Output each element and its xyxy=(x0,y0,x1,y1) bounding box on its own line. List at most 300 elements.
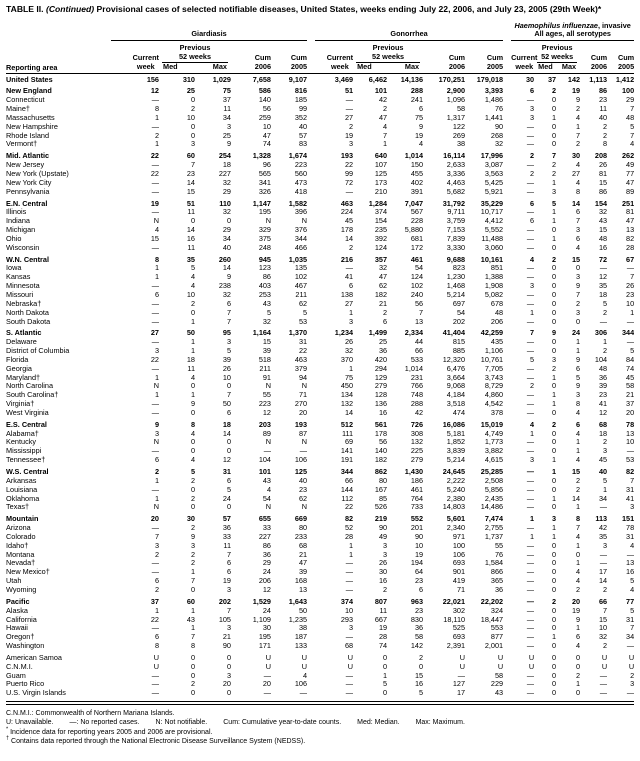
cell: 1 xyxy=(576,447,581,456)
cell: 1,035 xyxy=(288,255,308,264)
previous-label: Previous xyxy=(541,43,573,53)
cell: 150 xyxy=(410,161,424,170)
cell: 22,021 xyxy=(442,597,466,606)
cell: 10 xyxy=(186,113,195,122)
cell: 11 xyxy=(223,105,231,114)
cell: 72 xyxy=(344,178,354,187)
cell: U xyxy=(497,653,504,662)
cell: 34 xyxy=(222,234,231,243)
cell: 26 xyxy=(598,161,608,170)
table-bottom-rule xyxy=(6,701,634,705)
cell: N xyxy=(153,503,159,512)
cell: 107 xyxy=(374,161,388,170)
cell: 81 xyxy=(626,208,635,217)
cell: 0 xyxy=(552,429,557,438)
cell: 23 xyxy=(598,391,608,400)
cell: 178 xyxy=(374,429,388,438)
table-row xyxy=(6,542,634,551)
cell: 15 xyxy=(571,255,581,264)
spacer xyxy=(503,152,511,161)
cell: 0 xyxy=(552,273,557,282)
cell: 227 xyxy=(258,532,271,541)
row-label: W.S. Central xyxy=(6,468,49,477)
cell: 85 xyxy=(378,494,388,503)
cell: 40 xyxy=(222,243,231,252)
cell: 402 xyxy=(410,178,424,187)
cell: 5 xyxy=(603,476,608,485)
cell: 9 xyxy=(226,273,231,282)
table-row xyxy=(6,329,634,338)
cell: 17 xyxy=(598,568,608,577)
cell: 4,412 xyxy=(484,217,504,226)
spacer xyxy=(307,633,315,642)
cell: 39 xyxy=(298,568,308,577)
cell: — xyxy=(526,671,535,680)
cell: 1,773 xyxy=(484,438,504,447)
cell: 1 xyxy=(576,541,581,550)
cell: 11 xyxy=(223,541,231,550)
cell: 45 xyxy=(626,373,635,382)
cell: 229 xyxy=(490,680,504,689)
cell: 11 xyxy=(599,105,608,114)
spacer xyxy=(503,329,511,338)
cum-label: Cum xyxy=(290,52,308,62)
cell: 830 xyxy=(410,615,424,624)
cell: 4 xyxy=(530,255,535,264)
week-label: week xyxy=(136,61,155,71)
cell: 2 xyxy=(190,105,195,114)
cell: 1 xyxy=(154,273,159,282)
spacer xyxy=(307,559,315,568)
weeks52-label: 52 weeks xyxy=(162,53,228,63)
cell: — xyxy=(526,550,535,559)
cell: — xyxy=(151,447,159,456)
cell: 22 xyxy=(344,503,354,512)
cell: 6,476 xyxy=(446,364,466,373)
row-label: Pacific xyxy=(6,597,30,606)
cell: 1 xyxy=(630,308,635,317)
row-label: Delaware xyxy=(6,338,37,347)
cell: 35 xyxy=(598,532,608,541)
footnotes xyxy=(6,709,634,746)
cell: 12 xyxy=(222,456,231,465)
cell: 30 xyxy=(262,624,271,633)
spacer xyxy=(503,244,511,253)
cell: 43 xyxy=(186,615,195,624)
row-label: Texas† xyxy=(6,503,30,512)
cell: 4 xyxy=(576,532,581,541)
cell: 375 xyxy=(258,234,271,243)
cell: 0 xyxy=(190,585,195,594)
cell: 14 xyxy=(222,429,231,438)
cell: 101 xyxy=(258,468,271,477)
cell: 1 xyxy=(552,113,557,122)
cell: 378 xyxy=(490,408,504,417)
cell: 2,391 xyxy=(446,642,466,651)
cell: 4,749 xyxy=(484,429,504,438)
cell: 135 xyxy=(294,264,308,273)
cell: 4 xyxy=(154,226,159,235)
cell: 901 xyxy=(452,568,466,577)
cell: 0 xyxy=(190,653,195,662)
cell: 156 xyxy=(146,74,159,84)
row-label: New York City xyxy=(6,178,52,187)
cell: 3,882 xyxy=(484,447,504,456)
spacer xyxy=(503,374,511,383)
row-label: Georgia xyxy=(6,364,32,373)
table-row xyxy=(6,559,634,568)
cell: 35 xyxy=(186,255,195,264)
cell: 1,499 xyxy=(368,329,388,338)
cell: — xyxy=(345,96,354,105)
cell: 2 xyxy=(154,550,159,559)
cell: 8 xyxy=(576,515,581,524)
cell: 681 xyxy=(410,234,424,243)
cell: 4,463 xyxy=(446,178,466,187)
cell: 95 xyxy=(222,329,231,338)
table-row xyxy=(6,318,634,327)
cell: 26 xyxy=(344,338,354,347)
cell: 1 xyxy=(552,391,557,400)
spacer xyxy=(307,598,315,607)
cell: 9 xyxy=(576,382,581,391)
cell: 125 xyxy=(374,170,388,179)
cell: 34 xyxy=(598,494,608,503)
cell: N xyxy=(265,438,271,447)
cell: 16 xyxy=(414,680,424,689)
cell: 2 xyxy=(383,308,388,317)
cell: 379 xyxy=(294,364,308,373)
cell: 7 xyxy=(630,624,635,633)
cell: — xyxy=(626,447,635,456)
table-row xyxy=(6,468,634,477)
cell: 461 xyxy=(410,255,424,264)
spacer xyxy=(503,542,511,551)
cell: — xyxy=(151,282,159,291)
cell: 4 xyxy=(530,420,535,429)
cell: — xyxy=(151,243,159,252)
cell: 62 xyxy=(298,494,308,503)
cell: 248 xyxy=(258,243,271,252)
cell: 1 xyxy=(349,550,354,559)
cell: 12 xyxy=(598,273,608,282)
cell: 48 xyxy=(598,364,608,373)
cell: 211 xyxy=(259,364,271,373)
cell: — xyxy=(151,187,159,196)
spacer xyxy=(503,188,511,197)
cell: 22,202 xyxy=(480,597,504,606)
row-label: Arizona xyxy=(6,524,31,533)
cell: 9 xyxy=(576,96,581,105)
row-label: Nevada† xyxy=(6,559,36,568)
row-label: Puerto Rico xyxy=(6,680,45,689)
table-row xyxy=(6,680,634,689)
cell: 693 xyxy=(452,559,466,568)
cell: — xyxy=(526,503,535,512)
cell: 3 xyxy=(190,541,195,550)
cell: 24 xyxy=(262,606,271,615)
cell: 3 xyxy=(383,541,388,550)
cell: 310 xyxy=(182,74,195,84)
cell: 10,717 xyxy=(480,208,504,217)
cell: 3,759 xyxy=(446,217,466,226)
cell: 56 xyxy=(414,299,424,308)
group-header-row xyxy=(6,22,634,41)
row-label: Arkansas xyxy=(6,476,37,485)
spacer xyxy=(307,365,315,374)
notifiable-diseases-table xyxy=(6,22,634,699)
cell: 1,014 xyxy=(404,364,424,373)
cell: 23 xyxy=(298,485,308,494)
table-row xyxy=(6,486,634,495)
spacer xyxy=(503,663,511,672)
cell: 0 xyxy=(552,577,557,586)
cell: 3 xyxy=(349,317,354,326)
cell: 32 xyxy=(344,347,354,356)
cell: 90 xyxy=(494,122,504,131)
cell: 22 xyxy=(150,152,159,161)
cell: 13 xyxy=(626,226,635,235)
cell: 30 xyxy=(186,515,195,524)
cell: 251 xyxy=(621,199,635,208)
max-label: Max xyxy=(404,61,420,71)
cell: — xyxy=(299,689,308,698)
cell: 370 xyxy=(340,355,354,364)
cell: 47 xyxy=(378,273,388,282)
cell: 2 xyxy=(552,87,557,96)
cell: 129 xyxy=(374,373,388,382)
cell: 36 xyxy=(378,347,388,356)
cell: 1,109 xyxy=(252,615,271,624)
cell: 0 xyxy=(226,447,231,456)
cell: — xyxy=(526,187,535,196)
cell: 1,908 xyxy=(484,282,504,291)
cell: — xyxy=(526,290,535,299)
table-row xyxy=(6,338,634,347)
group-header-haemophilus xyxy=(511,22,634,41)
cell: 42 xyxy=(378,96,388,105)
cell: — xyxy=(526,234,535,243)
cell: 15 xyxy=(262,338,271,347)
row-label: Guam xyxy=(6,671,26,680)
cell: 106 xyxy=(294,680,308,689)
cell: 565 xyxy=(258,170,271,179)
cell: 1 xyxy=(530,429,535,438)
cell: 560 xyxy=(294,170,308,179)
spacer xyxy=(503,179,511,188)
cell: 1,852 xyxy=(446,438,466,447)
cell: 216 xyxy=(340,255,354,264)
cell: 90 xyxy=(414,532,424,541)
cell: 16 xyxy=(598,243,608,252)
cell: 0 xyxy=(552,243,557,252)
cell: 2 xyxy=(576,671,581,680)
cell: — xyxy=(526,585,535,594)
cell: 2 xyxy=(576,105,581,114)
cell: 0 xyxy=(226,662,231,671)
row-label: Hawaii xyxy=(6,624,28,633)
cell: 9,711 xyxy=(447,208,466,217)
cell: 28 xyxy=(378,633,388,642)
cell: 1 xyxy=(190,624,195,633)
cell: 29 xyxy=(262,559,271,568)
cell: 67 xyxy=(626,255,635,264)
spacer xyxy=(307,282,315,291)
cell: 2 xyxy=(190,680,195,689)
cell: 0 xyxy=(552,680,557,689)
cell: 124 xyxy=(374,243,388,252)
cell: 0 xyxy=(552,226,557,235)
spacer xyxy=(503,309,511,318)
cell: 3 xyxy=(154,429,159,438)
cell: — xyxy=(599,317,608,326)
table-row xyxy=(6,114,634,123)
cell: 1 xyxy=(154,140,159,149)
cell: 5 xyxy=(266,308,271,317)
cell: 18 xyxy=(598,429,608,438)
cell: 466 xyxy=(294,243,308,252)
cell: 3 xyxy=(154,541,159,550)
cell: 9,068 xyxy=(446,382,466,391)
spacer xyxy=(307,624,315,633)
cell: 23 xyxy=(186,170,195,179)
cell: 238 xyxy=(218,282,231,291)
cell: 2 xyxy=(383,105,388,114)
cell: 4,184 xyxy=(446,391,466,400)
cum-2005-header xyxy=(607,41,634,73)
title-part1: TABLE II. xyxy=(6,4,46,14)
cell: — xyxy=(526,96,535,105)
cell: 182 xyxy=(374,290,388,299)
row-label: Wisconsin xyxy=(6,243,40,252)
cell: 9,688 xyxy=(446,255,466,264)
cell: 195 xyxy=(258,633,271,642)
cell: — xyxy=(151,364,159,373)
cell: N xyxy=(265,503,271,512)
cell: 30 xyxy=(378,568,388,577)
cell: — xyxy=(626,689,635,698)
column-spacer xyxy=(307,22,315,73)
table-row xyxy=(6,400,634,409)
row-label: Iowa xyxy=(6,264,22,273)
row-label: New Hampshire xyxy=(6,122,58,131)
cell: — xyxy=(151,559,159,568)
cell: 106 xyxy=(452,550,466,559)
cell: 0 xyxy=(552,624,557,633)
cell: 68 xyxy=(344,642,354,651)
cell: 0 xyxy=(190,662,195,671)
cell: 60 xyxy=(186,152,195,161)
cell: — xyxy=(345,577,354,586)
spacer xyxy=(503,421,511,430)
spacer xyxy=(503,515,511,524)
spacer xyxy=(503,200,511,209)
cell: 0 xyxy=(226,438,231,447)
cell: 1 xyxy=(552,208,557,217)
cell: — xyxy=(526,606,535,615)
cell: 132 xyxy=(410,438,424,447)
cell: U xyxy=(153,653,159,662)
cell: 1 xyxy=(552,468,557,477)
cell: 12 xyxy=(262,408,271,417)
cell: 1 xyxy=(576,624,581,633)
spacer xyxy=(503,533,511,542)
cell: 1 xyxy=(576,122,581,131)
cell: 18,447 xyxy=(480,615,504,624)
cell: 0 xyxy=(190,217,195,226)
cell: 5,214 xyxy=(446,456,466,465)
cell: 104 xyxy=(594,355,608,364)
cell: — xyxy=(151,624,159,633)
cell: — xyxy=(526,559,535,568)
cell: 3 xyxy=(190,140,195,149)
cell: 4 xyxy=(576,456,581,465)
cell: 15 xyxy=(414,671,424,680)
cell: — xyxy=(526,494,535,503)
spacer xyxy=(503,624,511,633)
spacer xyxy=(307,179,315,188)
footnote-cnmi: C.N.M.I.: Commonwealth of Northern Mariana Islands. xyxy=(6,710,175,718)
cell: N xyxy=(301,217,308,226)
cell: 110 xyxy=(219,199,231,208)
cell: 0 xyxy=(552,550,557,559)
cell: 6 xyxy=(226,299,231,308)
cell: 1 xyxy=(530,532,535,541)
spacer xyxy=(307,391,315,400)
row-label: Indiana xyxy=(6,217,30,226)
cell: 0 xyxy=(552,671,557,680)
cell: 8 xyxy=(154,255,159,264)
previous-label: Previous xyxy=(372,43,404,53)
cell: 403 xyxy=(258,282,271,291)
cell: 136 xyxy=(374,400,388,409)
cell: 102 xyxy=(294,273,308,282)
row-label: Mid. Atlantic xyxy=(6,152,50,161)
spacer xyxy=(503,559,511,568)
spacer xyxy=(307,170,315,179)
cell: 18 xyxy=(186,355,195,364)
cell: 1,643 xyxy=(288,597,308,606)
spacer xyxy=(307,188,315,197)
table-row xyxy=(6,309,634,318)
current-label: Current xyxy=(132,52,159,62)
table-row xyxy=(6,421,634,430)
cell: 40 xyxy=(298,476,308,485)
cell: 2,222 xyxy=(446,476,466,485)
spacer xyxy=(307,87,315,96)
table-row xyxy=(6,654,634,663)
cell: 47 xyxy=(626,217,635,226)
cell: 84 xyxy=(626,355,635,364)
cell: 7 xyxy=(383,131,388,140)
cell: 2,755 xyxy=(484,524,504,533)
cell: 6 xyxy=(154,456,159,465)
cell: 669 xyxy=(294,515,308,524)
cell: 0 xyxy=(552,382,557,391)
cell: 1 xyxy=(603,485,608,494)
cell: 71 xyxy=(456,585,466,594)
cell: 4 xyxy=(576,113,581,122)
cell: 1 xyxy=(552,217,557,226)
cell: 104 xyxy=(258,456,271,465)
cell: 132 xyxy=(340,400,354,409)
table-row xyxy=(6,200,634,209)
spacer xyxy=(307,456,315,465)
cell: 3 xyxy=(226,671,231,680)
cell: 1,582 xyxy=(288,199,308,208)
row-label: Alaska xyxy=(6,606,28,615)
cell: 45 xyxy=(344,217,354,226)
